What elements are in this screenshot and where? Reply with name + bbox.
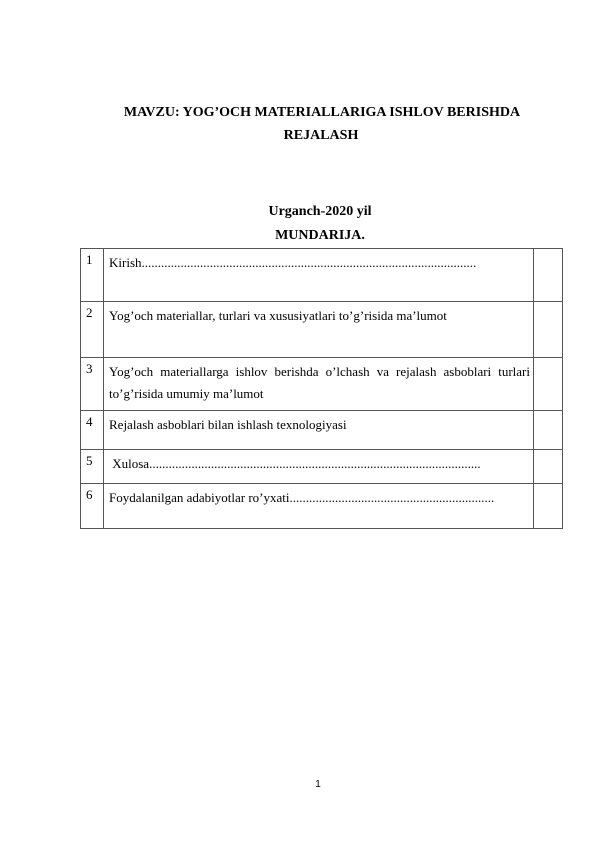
toc-row-number: 5 [81,450,104,484]
toc-row-title [104,249,534,302]
city-year: Urganch-2020 yil [268,204,372,219]
toc-row-title-text: Foydalanilgan adabiyotlar ro’yxati............................................................... [109,490,495,505]
toc-heading: MUNDARIJA. [275,228,365,243]
toc-row-title-text: Xulosa...................................................................................................... [109,456,481,471]
toc-row-title [104,358,534,411]
toc-row-title [104,450,534,484]
toc-row [81,302,563,358]
toc-row-number: 4 [81,411,104,450]
toc-row-title [104,411,534,450]
toc-row-title-text: Yog’och materiallarga ishlov berishda o’lchash va rejalash asboblari turlari to’g’risida umumiy ma’lumot [109,364,530,401]
toc-row-page [534,358,563,411]
toc-row-title-text: Yog’och materiallar, turlari va xususiyatlari to’g’risida ma’lumot [109,308,447,323]
toc-row [81,411,563,450]
toc-row-title [104,484,534,529]
toc-row [81,358,563,411]
toc-row-number: 2 [81,302,104,358]
toc-row-page [534,302,563,358]
toc-row-title-text: Rejalash asboblari bilan ishlash texnologiyasi [109,417,347,432]
toc-row [81,450,563,484]
toc-row [81,484,563,529]
toc-row-title [104,302,534,358]
toc-row-page [534,411,563,450]
toc-row-title-text: Kirish....................................................................................................... [109,255,477,270]
toc-row-number: 6 [81,484,104,529]
toc-row-number: 3 [81,358,104,411]
toc-row-number: 1 [81,249,104,302]
page-number: 1 [315,779,321,790]
document-title-line-1: MAVZU: YOG’OCH MATERIALLARIGA ISHLOV BERISHDA [123,105,521,120]
toc-row-page [534,484,563,529]
table-of-contents [80,248,563,529]
toc-row-page [534,450,563,484]
toc-row-page [534,249,563,302]
toc-row [81,249,563,302]
document-title-line-2: REJALASH [283,128,359,143]
